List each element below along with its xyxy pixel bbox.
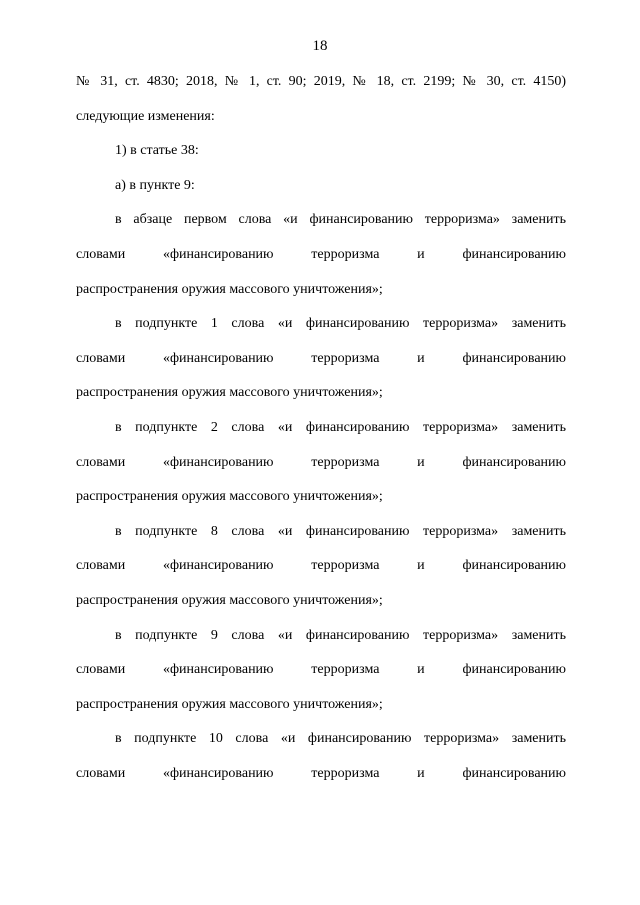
text-line: распространения оружия массового уничтожения»;	[76, 592, 383, 608]
text-line: в подпункте 1 слова «и финансированию терроризма» заменить	[115, 316, 566, 332]
text-line: словами «финансированию терроризма и финансированию	[76, 662, 566, 678]
text-line: 1) в статье 38:	[115, 143, 199, 159]
text-line: словами «финансированию терроризма и финансированию	[76, 558, 566, 574]
text-line: словами «финансированию терроризма и финансированию	[76, 454, 566, 470]
text-line: распространения оружия массового уничтожения»;	[76, 696, 383, 712]
text-line: распространения оружия массового уничтожения»;	[76, 489, 383, 505]
text-line: распространения оружия массового уничтожения»;	[76, 281, 383, 297]
text-line: распространения оружия массового уничтожения»;	[76, 385, 383, 401]
text-line: в подпункте 8 слова «и финансированию терроризма» заменить	[115, 523, 566, 539]
document-body	[76, 72, 566, 798]
text-line: следующие изменения:	[76, 108, 215, 124]
text-line: словами «финансированию терроризма и финансированию	[76, 765, 566, 781]
text-line: в подпункте 10 слова «и финансированию терроризма» заменить	[115, 731, 566, 747]
text-line: словами «финансированию терроризма и финансированию	[76, 350, 566, 366]
text-line: словами «финансированию терроризма и финансированию	[76, 246, 566, 262]
text-line: в подпункте 9 слова «и финансированию терроризма» заменить	[115, 627, 566, 643]
text-line: в абзаце первом слова «и финансированию терроризма» заменить	[115, 212, 566, 228]
text-line: в подпункте 2 слова «и финансированию терроризма» заменить	[115, 419, 566, 435]
page-number: 18	[312, 38, 328, 54]
text-line: а) в пункте 9:	[115, 177, 195, 193]
text-line: № 31, ст. 4830; 2018, № 1, ст. 90; 2019, № 18, ст. 2199; № 30, ст. 4150)	[76, 74, 566, 89]
